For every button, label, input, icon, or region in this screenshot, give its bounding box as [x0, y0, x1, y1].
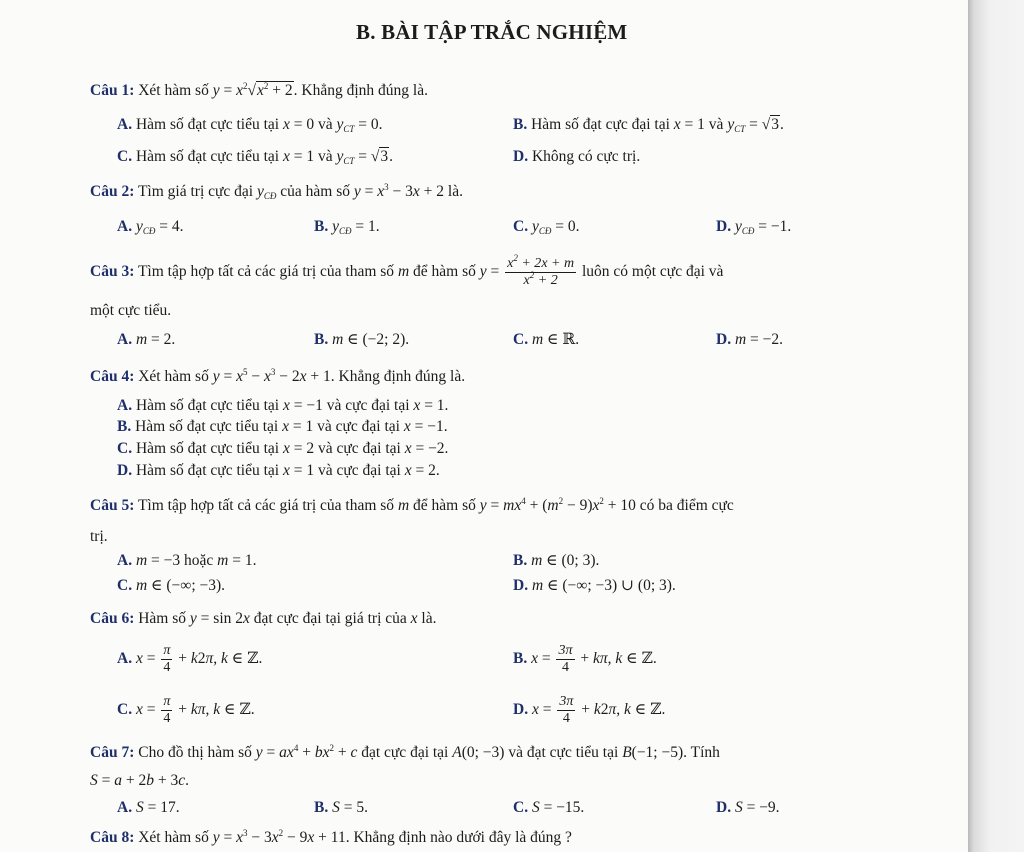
question-3-line2: một cực tiểu. — [90, 302, 172, 319]
question-1: Câu 1: Xét hàm số $y = x^2√x^2 + 2$. Khẳng định đúng là. — [90, 81, 428, 99]
q4-option-d[interactable]: D. Hàm số đạt cực tiểu tại x = 1 và cực đại tại x = 2. — [117, 462, 440, 479]
q5-option-d[interactable]: D. m ∈ (−∞; −3) ∪ (0; 3). — [513, 577, 676, 594]
q5-option-c[interactable]: C. m ∈ (−∞; −3). — [117, 577, 226, 594]
q6-option-b[interactable]: B. x = $\frac{3\pi}{4}$ + kπ, k ∈ ℤ. — [513, 643, 657, 675]
q5-option-b[interactable]: B. m ∈ (0; 3). — [513, 552, 600, 569]
question-7: Câu 7: Cho đồ thị hàm số $y = ax^4 + bx^2 + c$ đạt cực đại tại A(0; −3) và đạt cực tiểu tại B(−1; −5). Tính — [90, 743, 720, 761]
question-label: Câu 3: — [90, 263, 135, 281]
q2-option-c[interactable]: C. $y_{CĐ} = 0$. — [513, 218, 580, 236]
question-label: Câu 1: — [90, 82, 135, 99]
q3-option-b[interactable]: B. m ∈ (−2; 2). — [314, 331, 410, 348]
question-label: Câu 7: — [90, 744, 135, 761]
question-label: Câu 6: — [90, 610, 135, 627]
q2-option-a[interactable]: A. $y_{CĐ} = 4$. — [117, 218, 184, 236]
question-label: Câu 5: — [90, 497, 135, 514]
q2-option-b[interactable]: B. $y_{CĐ} = 1$. — [314, 218, 380, 236]
question-5-line2: trị. — [90, 528, 108, 545]
page-edge-shadow — [968, 0, 1024, 852]
q4-option-b[interactable]: B. Hàm số đạt cực tiểu tại x = 1 và cực đại tại x = −1. — [117, 418, 448, 435]
q4-option-c[interactable]: C. Hàm số đạt cực tiểu tại x = 2 và cực đại tại x = −2. — [117, 440, 449, 457]
q5-option-a[interactable]: A. m = −3 hoặc m = 1. — [117, 552, 257, 569]
question-6: Câu 6: Hàm số y = sin 2x đạt cực đại tại giá trị của x là. — [90, 610, 437, 627]
q1-option-c[interactable]: C. Hàm số đạt cực tiểu tại x = 1 và $y_{CT} = √3$. — [117, 148, 394, 166]
q2-option-d[interactable]: D. $y_{CĐ} = -1$. — [716, 218, 792, 236]
q6-option-c[interactable]: C. x = $\frac{\pi}{4}$ + kπ, k ∈ ℤ. — [117, 694, 255, 726]
q4-option-a[interactable]: A. Hàm số đạt cực tiểu tại x = −1 và cực đại tại x = 1. — [117, 397, 449, 414]
fraction: $\frac{x^2 + 2x + m}{x^2 + 2}$ — [507, 253, 575, 288]
question-7-line2: S = a + 2b + 3c. — [90, 772, 190, 789]
q6-option-a[interactable]: A. x = $\frac{\pi}{4}$ + k2π, k ∈ ℤ. — [117, 643, 263, 675]
q6-option-d[interactable]: D. x = $\frac{3\pi}{4}$ + k2π, k ∈ ℤ. — [513, 694, 666, 726]
q3-option-c[interactable]: C. m ∈ ℝ. — [513, 331, 580, 348]
q7-option-c[interactable]: C. S = −15. — [513, 799, 585, 816]
q3-option-d[interactable]: D. m = −2. — [716, 331, 784, 348]
q3-option-a[interactable]: A. m = 2. — [117, 331, 176, 348]
question-5: Câu 5: Tìm tập hợp tất cả các giá trị của tham số m để hàm số $y = mx^4 + (m^2 - 9)x^2 + 10$ có ba điểm cực — [90, 496, 734, 514]
q7-option-d[interactable]: D. S = −9. — [716, 799, 780, 816]
question-2: Câu 2: Tìm giá trị cực đại $y_{CĐ}$ của hàm số $y = x^3 - 3x + 2$ là. — [90, 182, 463, 201]
question-label: Câu 2: — [90, 183, 135, 200]
q1-option-b[interactable]: B. Hàm số đạt cực đại tại x = 1 và $y_{CT} = √3$. — [513, 116, 784, 134]
q7-option-a[interactable]: A. S = 17. — [117, 799, 180, 816]
q1-option-d[interactable]: D. Không có cực trị. — [513, 148, 641, 165]
q1-option-a[interactable]: A. Hàm số đạt cực tiểu tại x = 0 và $y_{CT} = 0$. — [117, 116, 383, 134]
q7-option-b[interactable]: B. S = 5. — [314, 799, 368, 816]
question-8: Câu 8: Xét hàm số $y = x^3 - 3x^2 - 9x + 11$. Khẳng định nào dưới đây là đúng ? — [90, 828, 572, 846]
question-4: Câu 4: Xét hàm số $y = x^5 - x^3 - 2x + 1$. Khẳng định đúng là. — [90, 367, 466, 385]
question-label: Câu 8: — [90, 829, 135, 846]
question-label: Câu 4: — [90, 368, 135, 385]
question-3: Câu 3: Tìm tập hợp tất cả các giá trị của tham số m để hàm số y = $\frac{x^2 + 2x + m}{x^2 + 2}$ luôn có một cực đại và — [90, 253, 724, 288]
section-title: B. BÀI TẬP TRẮC NGHIỆM — [356, 20, 628, 44]
